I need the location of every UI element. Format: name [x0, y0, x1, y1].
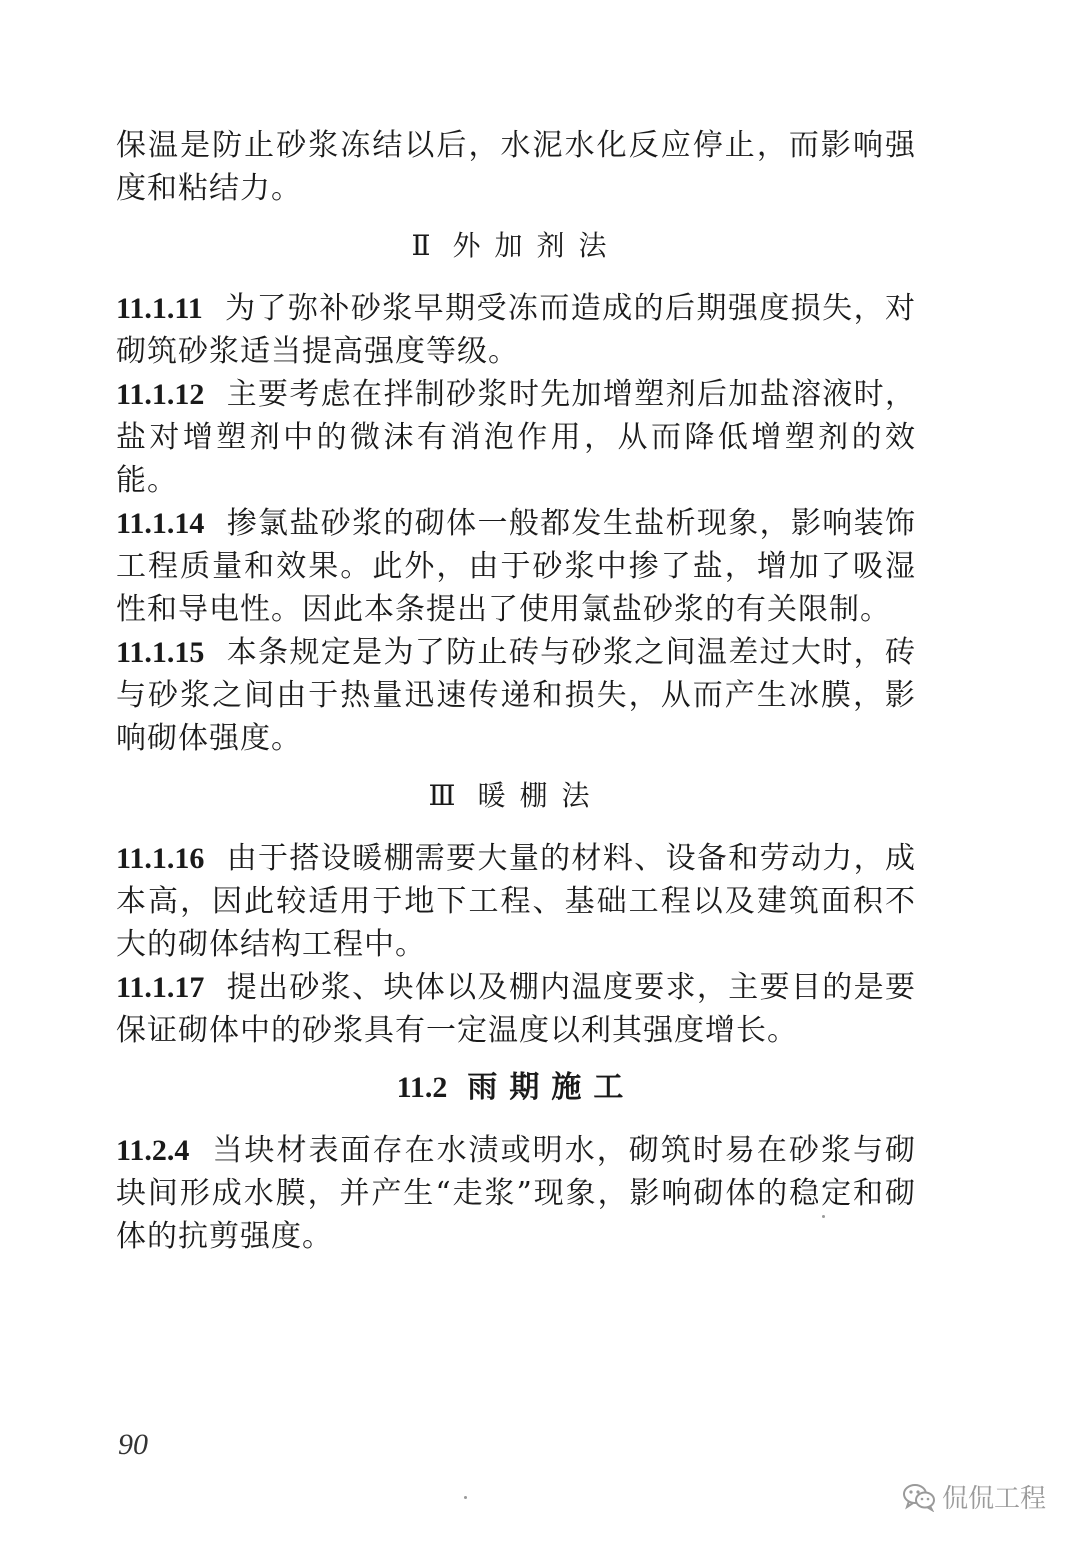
clause-11-1-12 — [116, 373, 916, 502]
clause-11-1-17 — [116, 966, 916, 1052]
clause-number: 11.1.16 — [116, 842, 205, 875]
wechat-watermark — [902, 1478, 1046, 1515]
clause-number: 11.1.11 — [116, 292, 203, 325]
page-number: 90 — [118, 1428, 148, 1461]
clause-text: 提出砂浆、块体以及棚内温度要求，主要目的是要保证砌体中的砂浆具有一定温度以利其强度增长。 — [116, 970, 916, 1048]
clause-11-1-16 — [116, 837, 916, 966]
subsection-numeral: Ⅲ — [428, 781, 456, 812]
subsection-heading-additive-method — [116, 224, 916, 267]
subsection-numeral: Ⅱ — [411, 231, 431, 262]
clause-number: 11.1.14 — [116, 507, 205, 540]
clause-11-1-14 — [116, 502, 916, 631]
clause-11-2-4 — [116, 1129, 916, 1258]
intro-paragraph: 保温是防止砂浆冻结以后，水泥水化反应停止，而影响强度和粘结力。 — [116, 128, 916, 206]
document-page — [116, 124, 916, 1258]
clause-text: 为了弥补砂浆早期受冻而造成的后期强度损失，对砌筑砂浆适当提高强度等级。 — [116, 291, 916, 369]
clause-11-1-11 — [116, 287, 916, 373]
scan-speck — [822, 1215, 825, 1218]
subsection-title: 暖棚法 — [477, 779, 604, 812]
clause-number: 11.2.4 — [116, 1134, 190, 1167]
clause-text: 掺氯盐砂浆的砌体一般都发生盐析现象，影响装饰工程质量和效果。此外，由于砂浆中掺了盐，增加了吸湿性和导电性。因此本条提出了使用氯盐砂浆的有关限制。 — [116, 506, 916, 627]
watermark-text: 侃侃工程 — [941, 1484, 1046, 1514]
clause-text: 主要考虑在拌制砂浆时先加增塑剂后加盐溶液时，盐对增塑剂中的微沫有消泡作用，从而降低增塑剂的效能。 — [116, 377, 916, 498]
scan-speck — [464, 1496, 467, 1499]
clause-number: 11.1.12 — [116, 378, 205, 411]
clause-text: 本条规定是为了防止砖与砂浆之间温差过大时，砖与砂浆之间由于热量迅速传递和损失，从而产生冰膜，影响砌体强度。 — [116, 635, 916, 756]
clause-number: 11.1.17 — [116, 971, 205, 1004]
clause-11-1-15 — [116, 631, 916, 760]
subsection-heading-warm-shed-method — [116, 774, 916, 817]
clause-text: 由于搭设暖棚需要大量的材料、设备和劳动力，成本高，因此较适用于地下工程、基础工程以及建筑面积不大的砌体结构工程中。 — [116, 841, 916, 962]
section-title: 雨期施工 — [467, 1070, 636, 1105]
clause-text: 当块材表面存在水渍或明水，砌筑时易在砂浆与砌块间形成水膜，并产生“走浆”现象，影响砌体的稳定和砌体的抗剪强度。 — [116, 1133, 916, 1254]
section-number: 11.2 — [396, 1071, 448, 1104]
clause-number: 11.1.15 — [116, 636, 205, 669]
section-heading-rainy-season — [116, 1066, 916, 1109]
subsection-title: 外加剂法 — [452, 229, 621, 262]
wechat-icon — [902, 1482, 936, 1512]
